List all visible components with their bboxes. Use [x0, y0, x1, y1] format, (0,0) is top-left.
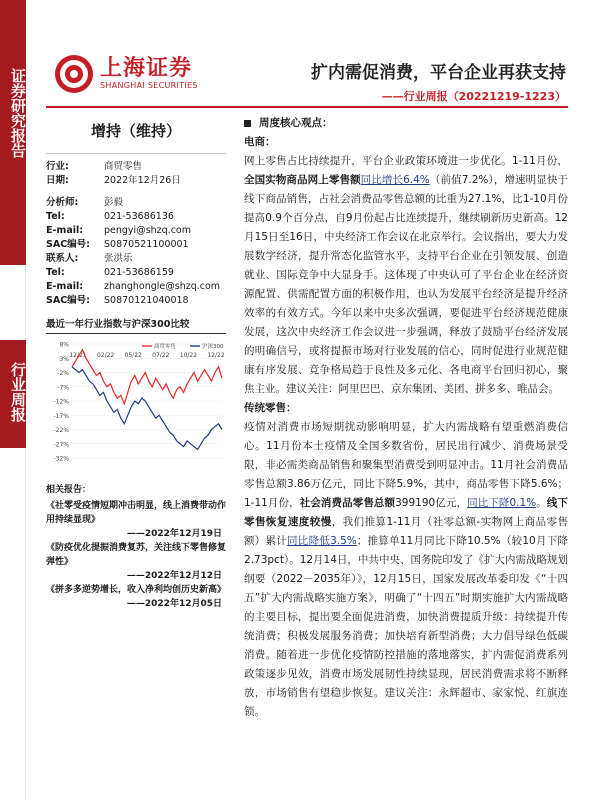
tel2-value: 021-53686159 — [104, 267, 174, 278]
email1-value[interactable]: pengyi@shzq.com — [104, 225, 191, 236]
sidebar-category: 行业周报 — [9, 362, 27, 422]
y-tick-label: -27% — [53, 441, 69, 449]
chart-svg — [46, 334, 226, 468]
logo-cn: 上海证券 — [100, 56, 193, 81]
sidebar-category-band — [0, 340, 26, 448]
related-date: ——2022年12月12日 — [126, 571, 222, 581]
industry-row — [46, 160, 226, 174]
email1-row — [46, 224, 226, 238]
info-column — [46, 112, 226, 308]
divider — [46, 153, 226, 154]
analyst-value: 彭毅 — [104, 197, 124, 208]
index-comparison-chart — [46, 334, 226, 468]
tel2-label: Tel: — [46, 267, 65, 278]
report-subtitle: ——行业周报（20221219-1223） — [381, 90, 566, 103]
date-row — [46, 174, 226, 188]
tel1-value: 021-53686136 — [104, 211, 174, 222]
logo-en: SHANGHAI SECURITIES — [100, 81, 198, 90]
chart-title: 最近一年行业指数与沪深300比较 — [46, 316, 226, 334]
header-rule — [46, 106, 568, 108]
ecommerce-head: 电商： — [244, 136, 276, 148]
x-tick-label: 10/22 — [179, 352, 198, 359]
email2-label: E-mail: — [46, 281, 84, 292]
series-line — [72, 367, 222, 450]
y-tick-label: -2% — [57, 370, 69, 377]
tel1-label: Tel: — [46, 211, 65, 222]
related-title[interactable]: 《社零受疫情短期冲击明显，线上消费带动作用持续显现》 — [46, 501, 227, 525]
related-title[interactable]: 《防疫优化提振消费复苏，关注线下零售修复弹性》 — [46, 543, 227, 567]
x-tick-label: 02/22 — [96, 352, 115, 359]
date-label: 日期: — [46, 175, 69, 186]
y-tick-label: 8% — [59, 341, 69, 349]
square-bullet-icon — [244, 120, 251, 127]
sidebar-red-band — [0, 0, 26, 265]
date-value: 2022年12月26日 — [104, 175, 181, 186]
email1-label: E-mail: — [46, 225, 84, 236]
related-item[interactable] — [46, 583, 226, 611]
sac1-label: SAC编号: — [46, 239, 90, 250]
x-tick-label: 05/22 — [124, 352, 142, 359]
report-title: 扩内需促消费，平台企业再获支持 — [311, 63, 566, 83]
x-tick-label: 12/22 — [207, 352, 225, 359]
y-tick-label: -7% — [57, 384, 69, 392]
related-item[interactable] — [46, 541, 226, 583]
y-tick-label: -22% — [53, 427, 69, 434]
tel2-row — [46, 266, 226, 280]
y-tick-label: -32% — [53, 455, 69, 463]
sac2-row — [46, 294, 226, 308]
sac2-value: S0870121040018 — [104, 295, 189, 306]
series-line — [72, 350, 225, 404]
email2-row — [46, 280, 226, 294]
company-logo — [54, 50, 224, 98]
retail-paragraph: 疫情对消费市场短期扰动影响明显，扩大内需战略有望重燃消费信心。11月份本土疫情及全国多数省份，居民出行减少、消费场景受限，非必需类商品销售和聚集型消费受到明显冲击。11月社会消费品零售总额3.86万亿元，同比下降5.9%，其中，商品零售下降5.6%；1-11月份，社会消费品零售总额399190亿元，同比下降0.1%。线下零售恢复速度较慢，我们推算1-11月（社零总额-实物网上商品零售额）累计同比降低3.5%；推算单11月同比下降10.5%（较10月下降2.73pct）。12月14日，中共中央、国务院印发了《扩大内需战略规划纲要（2022－2035年）》，12月15日，国家发展改革委印发《“十四五”扩大内需战略实施方案》，明确了“十四五”时期实施扩大内需战略的主要目标，提出要全面促进消费，加快消费提质升级：持续提升传统消费；积极发展服务消费；加快培育新型消费；大力倡导绿色低碳消费。随着进一步优化疫情防控措施的落地落实，扩内需促消费系列政策逐步见效，消费市场发展韧性持续显现，居民消费需求将不断释放，市场销售有望稳步恢复。建议关注：永辉超市、家家悦、红旗连锁。 — [244, 421, 569, 718]
x-tick-label: 07/22 — [152, 352, 170, 359]
rating: 增持（维持） — [90, 122, 181, 140]
y-tick-label: 3% — [59, 355, 69, 363]
related-head: 相关报告： — [46, 485, 92, 495]
y-tick-label: -12% — [53, 398, 69, 406]
legend-label: 沪深300 — [202, 344, 224, 351]
x-tick-label: 12/21 — [69, 352, 87, 359]
related-date: ——2022年12月19日 — [126, 529, 222, 539]
related-date: ——2022年12月05日 — [126, 599, 222, 609]
email2-value[interactable]: zhanghongle@shzq.com — [104, 281, 221, 292]
industry-value: 商贸零售 — [104, 161, 143, 172]
section-head: 周度核心观点： — [244, 114, 568, 133]
logo-emblem-icon — [54, 54, 94, 94]
sac2-label: SAC编号: — [46, 295, 90, 306]
contact-value: 张洪乐 — [104, 253, 133, 264]
retail-head: 传统零售： — [244, 402, 297, 414]
industry-label: 行业: — [46, 161, 69, 172]
sac1-value: S0870521100001 — [104, 239, 189, 250]
tel1-row — [46, 210, 226, 224]
sac1-row — [46, 238, 226, 252]
main-content — [244, 114, 568, 722]
y-tick-label: -17% — [53, 412, 69, 420]
analyst-label: 分析师: — [46, 197, 79, 208]
contact-row — [46, 252, 226, 266]
related-title[interactable]: 《拼多多逆势增长，收入净利均创历史新高》 — [46, 585, 227, 595]
analyst-row — [46, 196, 226, 210]
sidebar-report-type: 证券研究报告 — [9, 68, 27, 158]
legend-label: 商贸零售 — [154, 344, 177, 351]
contact-label: 联系人: — [46, 253, 79, 264]
related-reports — [46, 482, 226, 611]
related-item[interactable] — [46, 499, 226, 541]
ecommerce-paragraph: 网上零售占比持续提升，平台企业政策环境进一步优化。1-11月份，全国实物商品网上零售额同比增长6.4%（前值7.2%），增速明显快于线下商品销售，占社会消费品零售总额的比重为27.1%，比1-10月份提高0.9个百分点，自9月份起占比连续提升，继续刷新历史新高。12月15日至16日，中央经济工作会议在北京举行。会议指出，要大力发展数字经济，提升常态化监管水平，支持平台企业在引领发展、创造就业、国际竞争中大显身手。这体现了中央认可了平台企业在经济资源配置、供需配置方面的积极作用，也认为发展平台经济是提升经济效率的有效方式。今年以来中央多次强调，要促进平台经济规范健康发展，这次中央经济工作会议进一步强调，释放了鼓励平台经济发展的明确信号，或将提振市场对行业发展的信心，同时促进行业规范健康有序发展、竞争格局趋于良性及多元化、各电商平台回归初心，聚焦主业。建议关注：阿里巴巴、京东集团、美团、拼多多、唯品会。 — [244, 155, 568, 395]
